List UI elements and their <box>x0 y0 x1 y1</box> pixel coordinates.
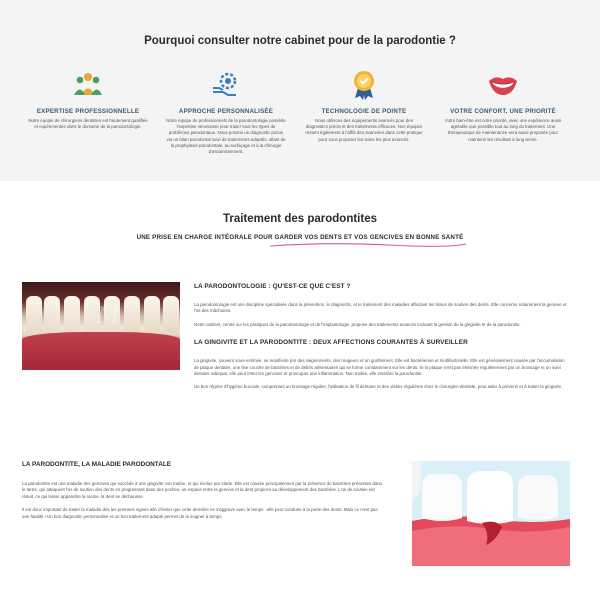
treatment-title: Traitement des parodontites <box>222 213 377 225</box>
feature-text: Votre bien-être est notre priorité, avec une expérience aussi agréable que possible tout au long du traitement. Une thérapeutique de maintenance sera aussi proposée pour maintenir les résultats à long terme. <box>444 118 562 142</box>
feature-text: Nous utilisons des équipements avancés pour des diagnostics précis et des traitements efficaces. Nos équipes restent également à l'affût des avancées dans cette pratique pour vous proposer les soins les plus avancés. <box>305 118 423 142</box>
feature-comfort <box>443 68 563 143</box>
team-icon <box>72 68 104 100</box>
subtitle-underline <box>268 241 468 249</box>
periodontitis-heading: LA PARODONTITE, LA MALADIE PARODONTALE <box>22 461 171 468</box>
gingivitis-text: La gingivite, souvent sous-estimée, se manifeste par des saignements, des rougeurs et un gonflement. Elle est bactérienne et multifactorielle. Elle est généralement causée par l'accumulation de plaque dentaire, une fine couche de bactéries et de débris alimentaires qui se forme constamment sur les dents. Si la plaque n'est pas éliminée régulièrement par un brossage et un suivi dentaire adéquat, elle peut irriter les gencives et provoquer une inflammation. Non traitée, elle entraîne la parodontite. <box>194 358 565 377</box>
periodontitis-body <box>22 481 386 520</box>
periodontitis-treatment-text: Il est donc important de traiter la maladie dès les premiers signes afin d'éviter que cette dernière ne s'aggrave avec le temps : elle peut conduire à la perte des dents. Mais ce n'est pas une fatalité ! Un bon diagnostic personnalisé et un bon traitement adapté permet de la soigner à temps. <box>22 507 378 519</box>
gear-hand-icon <box>210 68 242 100</box>
feature-approach <box>166 68 286 155</box>
feature-title: EXPERTISE PROFESSIONNELLE <box>36 108 140 115</box>
treatment-subtitle-pre: UNE PRISE EN CHARGE INTÉGRALE POUR <box>136 234 275 241</box>
feature-title: TECHNOLOGIE DE POINTE <box>321 108 407 115</box>
feature-text: Notre équipe de chirurgiens dentistes est hautement qualifiée et expérimentée dans le domaine de la parodontologie. <box>28 118 148 130</box>
smile-icon <box>487 68 519 100</box>
gum-recession-photo <box>22 282 180 370</box>
parodontology-intro <box>194 283 568 391</box>
parodontology-heading: LA PARODONTOLOGIE : QU'EST-CE QUE C'EST ? <box>194 283 351 290</box>
feature-technology <box>304 68 424 143</box>
periodontitis-illustration <box>412 461 570 566</box>
why-title: Pourquoi consulter notre cabinet pour de la parodontie ? <box>144 35 456 47</box>
feature-text: Notre équipe de professionnels de la parodontologie possède l'expertise nécessaire pour traiter tous les types de problèmes parodontaux. Nous posons un diagnostic précis via un bilan parodontal suivi de traitements adaptés, allant de la prophylaxie parodontale, au surfaçage et à la chirurgie d'assainissement. <box>166 118 286 155</box>
treatment-subtitle-highlight: GARDER VOS DENTS ET VOS GENCIVES EN BONNE SANTÉ <box>274 234 464 241</box>
hygiene-text: Un bon régime d'hygiène buccale, comprenant un brossage régulier, l'utilisation de fil dentaire et des visites régulières chez le chirurgien-dentiste, peut aider à prévenir et à traiter la gingivite. <box>194 384 563 390</box>
cabinet-text: Notre cabinet, centré sur les pratiques de la parodontologie et de l'implantologie, propose des traitements avancés incluant la gestion de la gingivite et de la parodontite. <box>194 321 521 327</box>
feature-title: APPROCHE PERSONNALISÉE <box>178 108 274 115</box>
periodontitis-text: La parodontite est une maladie des gencives qui succède à une gingivite non traitée, et qui évolue par stade. Elle est causée principalement par la présence de bactéries présentes dans le tartre, qui attaquent l'os de soutien des dents en progressant dans des poches, un espace entre la gencive et la dent propices au développement des bactéries. L'os de soutien est réduit, ce qui laisse apparaître la racine, la dent se déchausse. <box>22 481 383 499</box>
photo-watermark: M <box>97 304 120 329</box>
parodontology-text: La parodontologie est une discipline spécialisée dans la prévention, le diagnostic, et le traitement des maladies affectant les tissus de soutien des dents. Elle concerne notamment la gencive et l'os des mâchoires. <box>194 302 567 314</box>
treatment-subtitle <box>0 234 600 241</box>
feature-expertise <box>28 68 148 130</box>
inflamed-gum-illustration <box>412 461 570 566</box>
feature-title: VOTRE CONFORT, UNE PRIORITÉ <box>450 108 556 115</box>
gingivitis-heading: LA GINGIVITE ET LA PARODONTITE : DEUX AFFECTIONS COURANTES À SURVEILLER <box>194 339 468 347</box>
award-medal-icon <box>348 68 380 100</box>
